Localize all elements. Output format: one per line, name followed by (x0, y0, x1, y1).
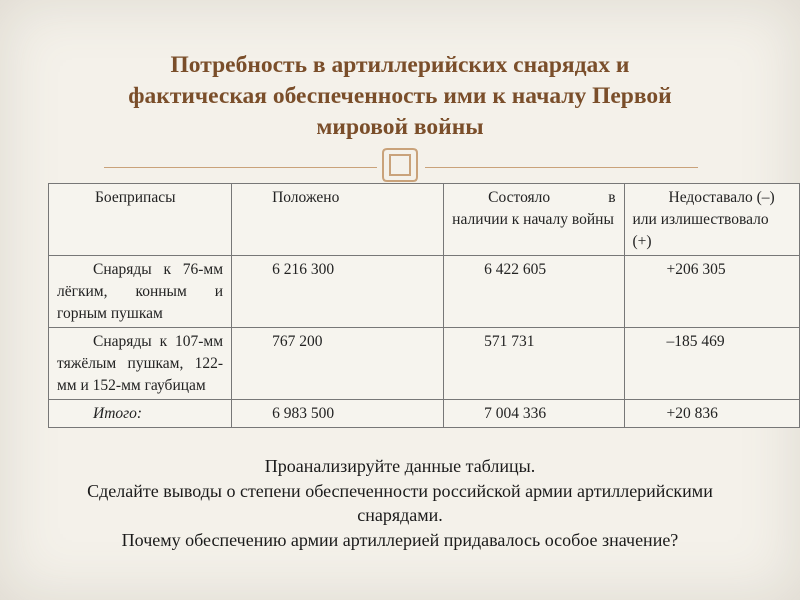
row-required-value: 6 216 300 (272, 261, 335, 278)
divider-right (425, 167, 698, 168)
table-row (49, 256, 800, 328)
total-label-text: Итого: (93, 405, 143, 422)
title-line-1: Потребность в артиллерийских снарядах и (170, 52, 630, 78)
title-line-2: фактическая обеспеченность ими к началу Первой (128, 83, 672, 109)
total-available-value: 7 004 336 (484, 405, 547, 422)
total-required (232, 400, 444, 428)
row-required-value: 767 200 (272, 333, 323, 350)
shells-table (48, 183, 800, 428)
table-header-row (49, 184, 800, 256)
total-diff (624, 400, 799, 428)
row-diff (624, 328, 799, 400)
question-1: Проанализируйте данные таблицы. (264, 456, 536, 476)
row-required (232, 256, 444, 328)
row-label: Снаряды к 76-мм лёгким, конным и горным пушкам (49, 256, 232, 328)
total-diff-value: +20 836 (666, 405, 718, 422)
table-row (49, 328, 800, 400)
total-available (444, 400, 624, 428)
total-label (49, 400, 232, 428)
row-diff-value: –185 469 (666, 333, 725, 350)
question-3: Почему обеспечению армии артиллерией придавалось особое значение? (121, 529, 679, 550)
header-required-text: Положено (272, 189, 340, 206)
header-required (232, 184, 444, 256)
row-label: Снаряды к 107-мм тяжёлым пушкам, 122-мм и 152-мм гаубицам (49, 328, 232, 400)
question-2: Сделайте выводы о степени обеспеченности российской армии артиллерийскими снарядами. (87, 480, 713, 525)
row-available-value: 6 422 605 (484, 261, 547, 278)
header-available: Состояло в наличии к началу войны (444, 184, 624, 256)
header-ammo (49, 184, 232, 256)
total-required-value: 6 983 500 (272, 405, 335, 422)
table-total-row (49, 400, 800, 428)
assignment-questions (60, 454, 740, 552)
slide-title (60, 50, 740, 143)
frame-ornament-icon (379, 145, 421, 185)
row-diff-value: +206 305 (666, 261, 726, 278)
row-required (232, 328, 444, 400)
header-ammo-text: Боеприпасы (95, 189, 176, 206)
row-available (444, 328, 624, 400)
header-diff: Недоставало (–) или излишествовало (+) (624, 184, 799, 256)
divider-left (104, 167, 377, 168)
title-line-3: мировой войны (316, 114, 484, 140)
row-available-value: 571 731 (484, 333, 535, 350)
row-diff (624, 256, 799, 328)
row-available (444, 256, 624, 328)
